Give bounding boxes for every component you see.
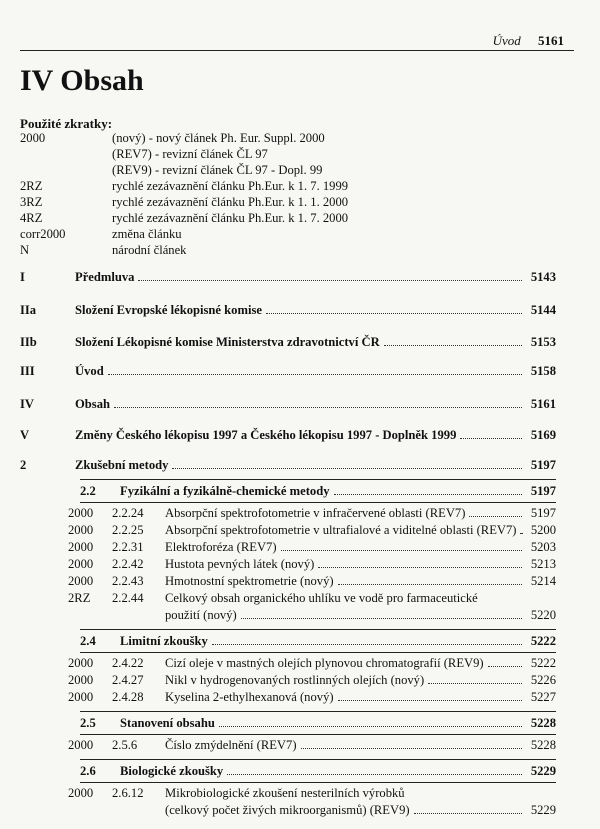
toc-section [80, 484, 556, 500]
toc-item-code: 2000 [68, 523, 94, 537]
section-rule [80, 782, 556, 783]
toc-item-cont-title: (celkový počet živých mikroorganismů) (REV9) [165, 803, 410, 817]
toc-section [80, 716, 556, 732]
toc-item-page: 5197 [530, 506, 556, 520]
leader-dots [520, 523, 522, 534]
abbreviation-text: rychlé zezávaznění článku Ph.Eur. k 1. 1. 2000 [112, 195, 349, 209]
toc-item-number: 2.6.12 [112, 786, 144, 800]
leader-dots [281, 540, 522, 551]
toc-item-number: 2.2.43 [112, 574, 144, 588]
abbreviation-row [20, 226, 348, 242]
abbreviation-text: národní článek [112, 243, 187, 257]
toc-chapter-page: 5144 [530, 303, 556, 317]
toc-section-page: 5197 [530, 484, 556, 498]
leader-dots [460, 428, 522, 439]
leader-dots [334, 484, 522, 495]
page-title: IV Obsah [20, 64, 144, 97]
toc-item-cont [165, 608, 556, 624]
leader-dots [318, 557, 522, 568]
leader-dots [114, 397, 522, 408]
toc-item-page: 5222 [530, 656, 556, 670]
toc-chapter-number: 2 [20, 458, 27, 472]
abbreviation-text: změna článku [112, 227, 182, 241]
abbreviation-text: rychlé zezávaznění článku Ph.Eur. k 1. 7. 1999 [112, 179, 349, 193]
section-rule [80, 759, 556, 760]
leader-dots [212, 634, 522, 645]
toc-item-page: 5227 [530, 690, 556, 704]
toc-item [165, 540, 556, 556]
toc-item-number: 2.2.31 [112, 540, 144, 554]
toc-chapter-page: 5143 [530, 270, 556, 284]
toc-section [80, 634, 556, 650]
toc-item-page: 5228 [530, 738, 556, 752]
toc-chapter-title: Předmluva [75, 270, 135, 284]
toc-item-number: 2.2.25 [112, 523, 144, 537]
toc-item-code: 2000 [68, 557, 94, 571]
toc-item-code: 2000 [68, 738, 94, 752]
leader-dots [469, 506, 522, 517]
toc-item [165, 523, 556, 539]
leader-dots [227, 764, 522, 775]
toc-section-number: 2.2 [80, 484, 96, 498]
toc-item-title: Absorpční spektrofotometrie v ultrafialové a viditelné oblasti (REV7) [165, 523, 517, 537]
running-header-page-number: 5161 [538, 33, 564, 48]
toc-item [165, 557, 556, 573]
toc-chapter-number: III [20, 364, 35, 378]
leader-dots [338, 690, 522, 701]
toc-item-number: 2.2.42 [112, 557, 144, 571]
toc-item-cont [165, 803, 556, 819]
toc-item-title: Elektroforéza (REV7) [165, 540, 277, 554]
toc-item-page: 5214 [530, 574, 556, 588]
toc-item-cont-title: použití (nový) [165, 608, 237, 622]
toc-chapter [20, 303, 556, 319]
toc-chapter [20, 458, 556, 474]
toc-section [80, 764, 556, 780]
toc-item-cont-page: 5229 [530, 803, 556, 817]
abbreviations-list [20, 130, 348, 258]
toc-item-page: 5203 [530, 540, 556, 554]
toc-chapter [20, 364, 556, 380]
toc-item-number: 2.2.44 [112, 591, 144, 605]
abbreviation-code [20, 146, 112, 162]
toc-section-page: 5229 [530, 764, 556, 778]
leader-dots [219, 716, 522, 727]
abbreviation-code: corr2000 [20, 227, 66, 241]
toc-item-cont-page: 5220 [530, 608, 556, 622]
toc-item [165, 673, 556, 689]
toc-section-page: 5228 [530, 716, 556, 730]
abbreviation-row [20, 162, 348, 178]
toc-chapter-number: I [20, 270, 25, 284]
abbreviation-code: 3RZ [20, 195, 43, 209]
toc-item-code: 2000 [68, 540, 94, 554]
toc-chapter-title: Složení Evropské lékopisné komise [75, 303, 262, 317]
toc-item [165, 656, 556, 672]
toc-chapter-page: 5158 [530, 364, 556, 378]
toc-item-title: Kyselina 2-ethylhexanová (nový) [165, 690, 334, 704]
toc-item [165, 574, 556, 590]
toc-section-number: 2.6 [80, 764, 96, 778]
toc-chapter-page: 5153 [530, 335, 556, 349]
abbreviation-row [20, 194, 348, 210]
section-rule [80, 734, 556, 735]
leader-dots [266, 303, 522, 314]
toc-item-title: Absorpční spektrofotometrie v infračervené oblasti (REV7) [165, 506, 466, 520]
toc-item-title: Nikl v hydrogenovaných rostlinných olejích (nový) [165, 673, 425, 687]
abbreviation-code [20, 162, 112, 178]
toc-chapter-title: Složení Lékopisné komise Ministerstva zdravotnictví ČR [75, 335, 380, 349]
toc-chapter-title: Úvod [75, 364, 104, 378]
toc-section-title: Stanovení obsahu [120, 716, 215, 730]
toc-section-number: 2.4 [80, 634, 96, 648]
abbreviation-row [20, 178, 348, 194]
toc-chapter-number: V [20, 428, 30, 442]
toc-item-code: 2000 [68, 673, 94, 687]
running-header [493, 33, 564, 49]
leader-dots [338, 574, 522, 585]
leader-dots [138, 270, 522, 281]
toc-chapter-title: Obsah [75, 397, 111, 411]
leader-dots [172, 458, 522, 469]
toc-item [165, 690, 556, 706]
abbreviation-text: (REV7) - revizní článek ČL 97 [112, 147, 268, 161]
toc-item-title: Číslo zmýdelnění (REV7) [165, 738, 297, 752]
toc-item [165, 506, 556, 522]
toc-item-code: 2RZ [68, 591, 91, 605]
toc-item-code: 2000 [68, 690, 94, 704]
toc-item-code: 2000 [68, 506, 94, 520]
leader-dots [428, 673, 522, 684]
abbreviations-heading: Použité zkratky: [20, 116, 113, 131]
leader-dots [301, 738, 522, 749]
toc-item-number: 2.2.24 [112, 506, 144, 520]
toc-section-number: 2.5 [80, 716, 96, 730]
abbreviation-row [20, 242, 348, 258]
toc-item-code: 2000 [68, 656, 94, 670]
toc-chapter-page: 5197 [530, 458, 556, 472]
toc-chapter-title: Změny Českého lékopisu 1997 a Českého lékopisu 1997 - Doplněk 1999 [75, 428, 457, 442]
toc-chapter-number: IIa [20, 303, 37, 317]
toc-item-number: 2.4.28 [112, 690, 144, 704]
toc-item-page: 5226 [530, 673, 556, 687]
toc-item-page: 5213 [530, 557, 556, 571]
leader-dots [108, 364, 522, 375]
toc-item-number: 2.4.27 [112, 673, 144, 687]
toc-section-title: Biologické zkoušky [120, 764, 224, 778]
abbreviation-row [20, 210, 348, 226]
abbreviation-code: 2000 [20, 131, 46, 145]
toc-item-title: Celkový obsah organického uhlíku ve vodě pro farmaceutické [165, 591, 478, 605]
abbreviation-text: (nový) - nový článek Ph. Eur. Suppl. 2000 [112, 131, 325, 145]
toc-chapter-page: 5161 [530, 397, 556, 411]
toc-chapter [20, 428, 556, 444]
leader-dots [488, 656, 522, 667]
section-rule [80, 629, 556, 630]
leader-dots [384, 335, 522, 346]
section-rule [80, 711, 556, 712]
toc-section-title: Limitní zkoušky [120, 634, 208, 648]
abbreviation-text: (REV9) - revizní článek ČL 97 - Dopl. 99 [112, 163, 323, 177]
abbreviation-code: 4RZ [20, 211, 43, 225]
abbreviation-code: 2RZ [20, 179, 43, 193]
toc-item [165, 738, 556, 754]
toc-item-page: 5200 [530, 523, 556, 537]
running-header-section: Úvod [492, 33, 521, 48]
toc-chapter-title: Zkušební metody [75, 458, 169, 472]
toc-chapter-page: 5169 [530, 428, 556, 442]
leader-dots [414, 803, 522, 814]
abbreviation-row [20, 130, 348, 146]
toc-item-number: 2.5.6 [112, 738, 138, 752]
section-rule [80, 502, 556, 503]
toc-item-title: Hmotnostní spektrometrie (nový) [165, 574, 334, 588]
toc-item-code: 2000 [68, 786, 94, 800]
toc-chapter [20, 397, 556, 413]
toc-chapter-number: IV [20, 397, 34, 411]
abbreviation-row [20, 146, 348, 162]
table-of-contents [20, 265, 556, 817]
toc-item-code: 2000 [68, 574, 94, 588]
abbreviation-code: N [20, 243, 30, 257]
header-rule [20, 50, 574, 51]
section-rule [80, 479, 556, 480]
toc-section-page: 5222 [530, 634, 556, 648]
section-rule [80, 652, 556, 653]
toc-item-title: Mikrobiologické zkoušení nesterilních výrobků [165, 786, 405, 800]
abbreviation-text: rychlé zezávaznění článku Ph.Eur. k 1. 7. 2000 [112, 211, 349, 225]
toc-item-number: 2.4.22 [112, 656, 144, 670]
toc-item-title: Hustota pevných látek (nový) [165, 557, 315, 571]
toc-chapter-number: IIb [20, 335, 37, 349]
toc-item-title: Cizí oleje v mastných olejích plynovou chromatografií (REV9) [165, 656, 484, 670]
leader-dots [241, 608, 522, 619]
toc-chapter [20, 270, 556, 286]
toc-section-title: Fyzikální a fyzikálně-chemické metody [120, 484, 330, 498]
toc-chapter [20, 335, 556, 351]
